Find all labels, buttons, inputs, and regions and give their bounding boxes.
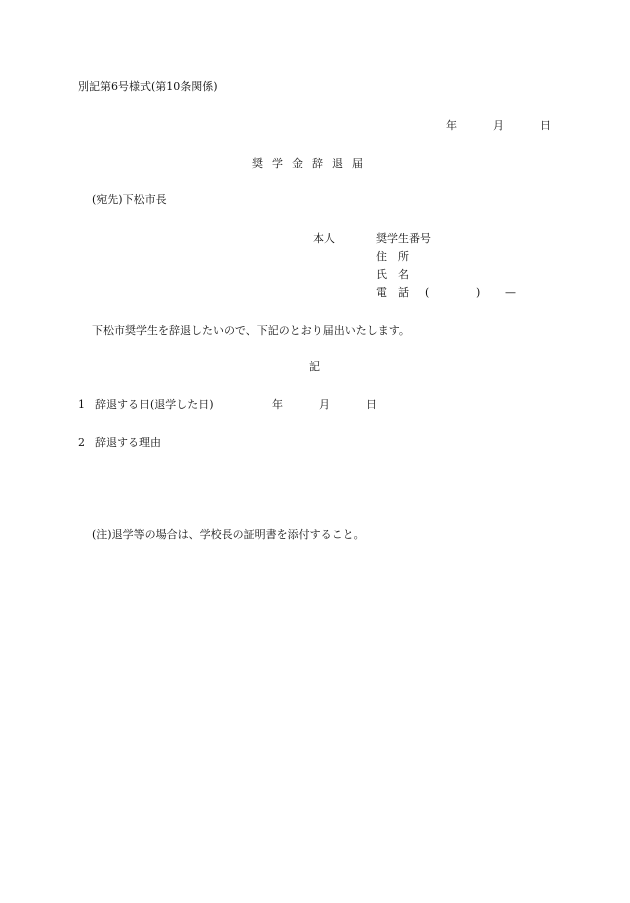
applicant-label: 本人 <box>313 232 335 245</box>
item-1-year-label: 年 <box>272 398 283 411</box>
name-label: 氏 名 <box>376 268 409 281</box>
statement: 下松市奨学生を辞退したいので、下記のとおり届出いたします。 <box>92 324 410 337</box>
phone-dash: — <box>505 286 516 299</box>
ki-heading: 記 <box>309 360 320 373</box>
phone-close-paren: ) <box>476 286 481 299</box>
item-2-label: 辞退する理由 <box>95 436 161 449</box>
note: (注)退学等の場合は、学校長の証明書を添付すること。 <box>92 528 365 541</box>
item-1-month-label: 月 <box>319 398 330 411</box>
address-label: 住 所 <box>376 250 409 263</box>
item-1-label: 辞退する日(退学した日) <box>95 398 214 411</box>
phone-label: 電 話 <box>376 286 409 299</box>
item-1-number: 1 <box>78 398 85 411</box>
item-2-number: 2 <box>78 436 85 449</box>
item-1-day-label: 日 <box>366 398 377 411</box>
student-number-label: 奨学生番号 <box>376 232 431 245</box>
phone-open-paren: ( <box>425 286 430 299</box>
document-title: 奨学金辞退届 <box>252 157 372 170</box>
date-year-label: 年 <box>446 119 457 132</box>
date-day-label: 日 <box>540 119 551 132</box>
form-reference: 別記第6号様式(第10条関係) <box>78 80 218 93</box>
date-month-label: 月 <box>493 119 504 132</box>
addressee: (宛先)下松市長 <box>92 193 167 206</box>
